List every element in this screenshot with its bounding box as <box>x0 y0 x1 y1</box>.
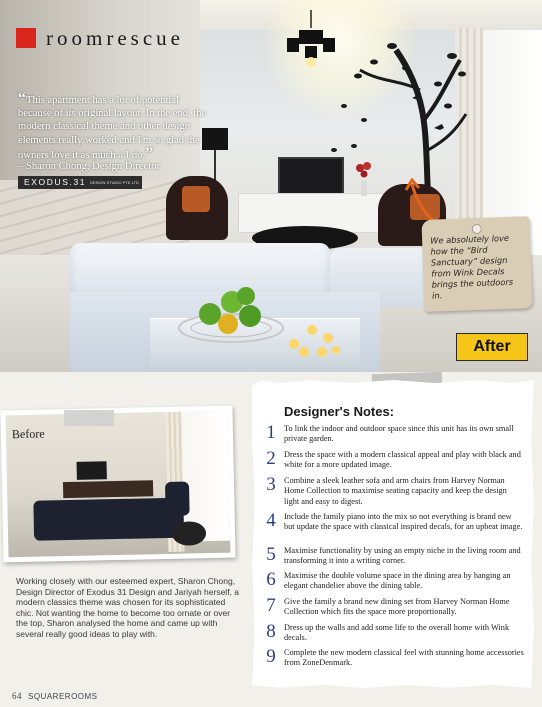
candles <box>286 320 342 360</box>
designers-notes-title: Designer's Notes: <box>284 404 395 419</box>
callout-text: We absolutely love how the “Bird Sanctuary” design from Wink Decals brings the outdoors in. <box>429 232 514 301</box>
company-logo-tagline: DESIGN STUDIO PTE LTD <box>90 180 139 186</box>
note-text: Complete the new modern classical feel with stunning home accessories from ZoneDenmark. <box>284 648 524 668</box>
note-text: Maximise the double volume space in the dining area by hanging an elegant chandelier above the dining table. <box>284 571 511 591</box>
television <box>278 157 344 197</box>
tape-strip-left <box>64 410 114 426</box>
note-number: 7 <box>266 595 276 616</box>
note-number: 5 <box>266 544 276 565</box>
flower-vase <box>354 158 374 196</box>
quote-author: – Sharon Chong, Design Director <box>18 161 161 172</box>
note-number: 3 <box>266 474 276 495</box>
fruit-bowl <box>176 280 286 344</box>
before-table <box>172 521 206 546</box>
note-text: Maximise functionality by using an empty niche in the living room and transforming it into a writing corner. <box>284 546 521 566</box>
callout-tag <box>421 216 532 312</box>
note-text: To link the indoor and outdoor space since this unit has its own small private garden. <box>284 424 514 444</box>
company-logo <box>18 176 142 189</box>
note-text: Dress the space with a modern classical appeal and play with black and white for a more updated image. <box>284 450 521 470</box>
before-tv <box>77 461 107 480</box>
page-footer <box>12 691 98 701</box>
note-number: 2 <box>266 448 276 469</box>
open-quote-mark: “ <box>18 90 26 107</box>
note-number: 1 <box>266 422 276 443</box>
before-chair <box>165 482 190 516</box>
note-text: Dress up the walls and add some life to the overall home with Wink decals. <box>284 623 510 643</box>
before-label: Before <box>11 426 45 442</box>
note-text: Give the family a brand new dining set from Harvey Norman Home Collection which fits the space more proportionally. <box>284 597 510 617</box>
before-cabinet <box>63 480 153 498</box>
before-photo <box>0 406 235 563</box>
before-sofa <box>33 498 184 541</box>
note-number: 8 <box>266 621 276 642</box>
article-body-text: Working closely with our esteemed expert, Sharon Chong, Design Director of Exodus 31 Design and Jariyah herself, a modern classics theme was chosen for its sophisticated chic. Not wanting the home to become too ornate or over the top, Sharon analysed the home and came up with several really good ideas to play with. <box>16 576 240 639</box>
note-number: 9 <box>266 646 276 667</box>
logo-square-icon <box>16 28 36 48</box>
note-number: 4 <box>266 510 276 531</box>
company-logo-name: EXODUS.31 <box>24 177 87 187</box>
designer-quote <box>18 92 208 162</box>
page-number: 64 <box>12 691 22 701</box>
cushion-left <box>182 186 210 212</box>
before-photo-image <box>6 411 231 558</box>
note-number: 6 <box>266 569 276 590</box>
note-text: Combine a sleek leather sofa and arm chairs from Harvey Norman Home Collection to maximise seating capacity and keep the design light and easy to digest. <box>284 476 507 506</box>
tag-hole <box>472 224 482 234</box>
arrow-icon <box>404 178 440 224</box>
note-text: Include the family piano into the mix so not everything is brand new but update the space with classical inspired decals, for an upbeat image. <box>284 512 523 532</box>
close-quote-mark: ” <box>145 144 154 162</box>
section-logo: roomrescue <box>46 26 184 50</box>
magazine-name: SQUAREROOMS <box>28 692 98 701</box>
after-badge: After <box>456 333 528 361</box>
quote-text: This apartment has a lot of potential because of its original layout. In the end, the modern classical theme and other design elements really worked and I'm so glad the owners love it as much a I do, <box>18 95 207 161</box>
